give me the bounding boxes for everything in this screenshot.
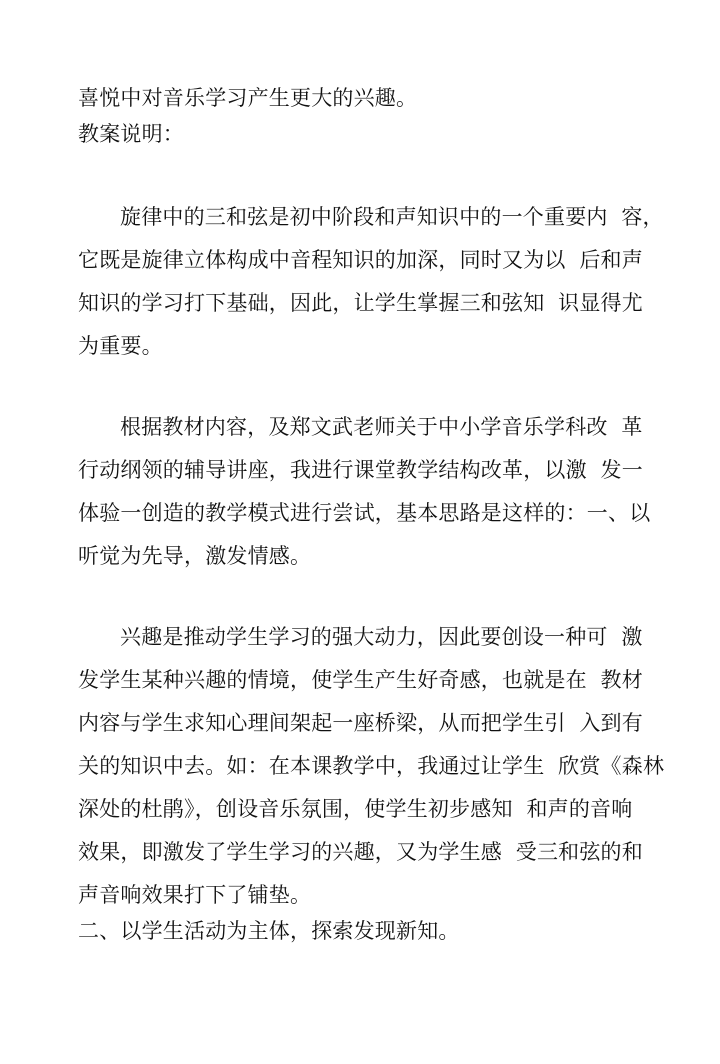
paragraph-line: 为重要。 xyxy=(78,334,163,358)
paragraph-line: 根据教材内容，及郑文武老师关于中小学音乐学科改 革 xyxy=(120,415,643,439)
paragraph-line: 声音响效果打下了铺垫。 xyxy=(78,883,312,907)
paragraph-line: 关的知识中去。如：在本课教学中，我通过让学生 欣赏《森林 xyxy=(78,754,665,778)
paragraph-line: 体验一创造的教学模式进行尝试，基本思路是这样的：一、以 xyxy=(78,501,651,525)
paragraph-line: 听觉为先导，激发情感。 xyxy=(78,544,312,568)
paragraph-line: 效果，即激发了学生学习的兴趣，又为学生感 受三和弦的和 xyxy=(78,840,643,864)
paragraph-line: 它既是旋律立体构成中音程知识的加深，同时又为以 后和声 xyxy=(78,248,643,272)
paragraph-line: 兴趣是推动学生学习的强大动力，因此要创设一种可 激 xyxy=(120,625,643,649)
paragraph-line: 行动纲领的辅导讲座，我进行课堂教学结构改革，以激 发一 xyxy=(78,458,643,482)
text-line: 喜悦中对音乐学习产生更大的兴趣。 xyxy=(78,86,418,110)
paragraph-line: 内容与学生求知心理间架起一座桥梁，从而把学生引 入到有 xyxy=(78,711,643,735)
section-heading: 二、以学生活动为主体，探索发现新知。 xyxy=(78,919,460,943)
paragraph-line: 深处的杜鹃》，创设音乐氛围，使学生初步感知 和声的音响 xyxy=(78,797,633,821)
section-heading: 教案说明： xyxy=(78,122,184,146)
paragraph-line: 旋律中的三和弦是初中阶段和声知识中的一个重要内 容， xyxy=(120,205,664,229)
paragraph-line: 知识的学习打下基础，因此，让学生掌握三和弦知 识显得尤 xyxy=(78,291,643,315)
paragraph-line: 发学生某种兴趣的情境，使学生产生好奇感，也就是在 教材 xyxy=(78,668,643,692)
